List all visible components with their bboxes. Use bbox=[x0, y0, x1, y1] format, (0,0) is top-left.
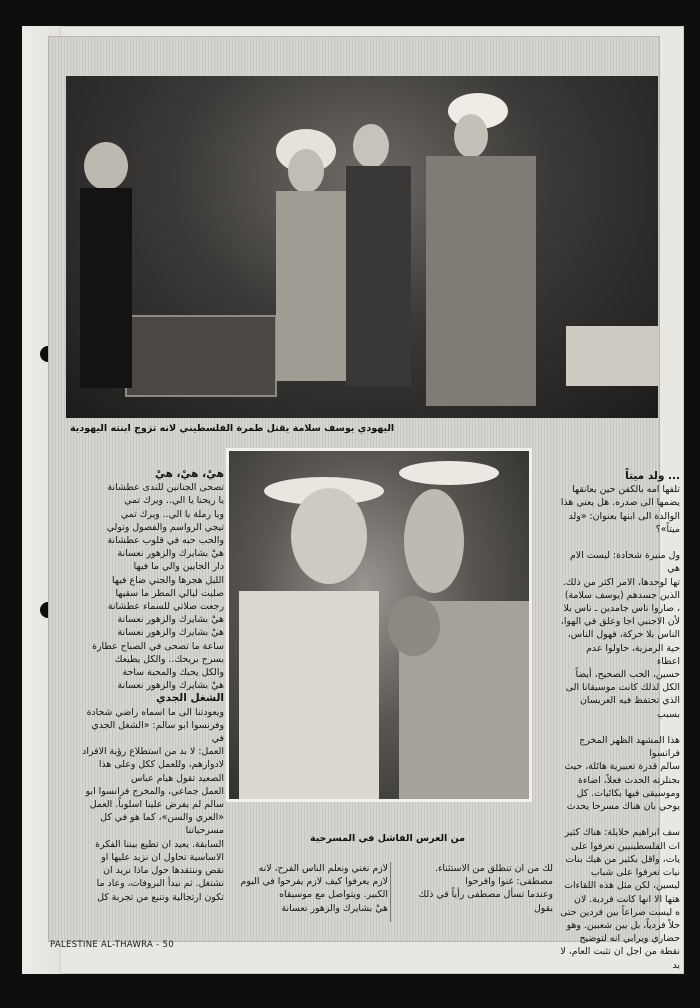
text-line: نشتغل. ثم نبدأ البروفات، وعاد ما bbox=[96, 878, 224, 890]
text-line: تها لوحدها، الامر اكثر من ذلك. bbox=[562, 576, 680, 588]
text-line: ول منيرة شحادة: ليست الام هي bbox=[569, 550, 680, 575]
verse-line: رجعت صلاتي للسماء عطشانة bbox=[107, 601, 224, 613]
verse-line: هيْ بشايرك والزهور نعسانة bbox=[117, 627, 224, 639]
text-line: نيات تعرفوا على شباب bbox=[590, 867, 680, 879]
text-line: الكبير. ويتواصل مع موسيقاه bbox=[279, 889, 388, 901]
text-line: «العري والسن»، كما هو في كل مسرحياتنا bbox=[100, 812, 224, 837]
text-line: الذي تحتفظ فيه العريسان بسبب bbox=[580, 695, 680, 720]
text-line: ويعودتنا الى ما اسماه راضي شحادة bbox=[86, 706, 224, 718]
text-line: ه ليست صراعاً بين فردين حتى bbox=[560, 906, 680, 918]
text-line: الصعيد تقول هيام عباس bbox=[131, 772, 224, 784]
middle-photo-caption: من العرس الفاشل في المسرحية bbox=[310, 833, 466, 844]
text-line: لازم نغني ونعلم الناس الفرح، لانه bbox=[258, 863, 388, 874]
bottom-middle-text bbox=[228, 862, 388, 915]
verse-line: والكل يحبك والمحبة ساحة bbox=[122, 667, 224, 679]
text-line: تكون ارتجالية وتنبع من تجربة كل bbox=[97, 891, 224, 903]
text-line: تلفها امه بالكفن حين يعانقها bbox=[572, 484, 680, 496]
text-line: الذين جسدهم (يوسف سلامة) bbox=[564, 589, 680, 601]
text-line bbox=[560, 721, 680, 734]
text-line bbox=[560, 813, 680, 826]
text-line: وموسيقى فيها بكائيات. كل bbox=[576, 787, 680, 799]
verse-line: هيْ بشايرك والزهور نعسانة bbox=[117, 680, 224, 692]
text-line: الاساسية تحاول ان نزيد عليها او bbox=[101, 851, 224, 863]
text-line: حلاً فردياً، بل بين شعبين. وهو bbox=[566, 919, 680, 931]
stage-figures bbox=[66, 76, 658, 418]
verse-line: هيْ بشايرك والزهور نعسانة bbox=[117, 614, 224, 626]
text-line: ، صاروا ناس جامدين ـ ناس بلا bbox=[563, 603, 680, 615]
text-line: مصطفى: غنوا وافرحوا bbox=[465, 876, 553, 888]
verse-line: هيْ بشايرك والزهور نعسانة bbox=[117, 548, 224, 560]
bottom-right-text bbox=[393, 862, 553, 915]
text-line: الوالدة الى ابنها بعنوان: «ولد bbox=[568, 510, 680, 522]
wedding-figures bbox=[229, 451, 529, 799]
text-line: سالم قدرة تعبيرية هائلة، حيث bbox=[564, 761, 680, 773]
wedding-scene-photo bbox=[226, 448, 532, 802]
text-line: لادوارهم، وللعمل ككل وعلى هذا bbox=[98, 759, 224, 771]
text-line: لأن الاجنبي اجا وعلق في الهوا، bbox=[560, 616, 680, 628]
text-line: ميتاً»؟ bbox=[655, 523, 680, 535]
text-line: سالم لم يفرض علينا اسلوباً. العمل bbox=[89, 799, 224, 811]
left-text-column bbox=[78, 468, 224, 904]
verse-line: ويا رملة يا الي.. ويرك تمي bbox=[120, 508, 224, 520]
text-line: نقص وننتقدها حول ماذا نريد ان bbox=[103, 865, 224, 877]
verse-line: تصحى الجنانين للندى عطشانة bbox=[107, 482, 224, 494]
text-line: العمل جماعي، والمخرج فرانسوا ابو bbox=[85, 785, 224, 797]
text-line: وفرنسوا ابو سالم: «الشغل الجدي في bbox=[91, 719, 224, 745]
verse-line: صليت ليالي المطر ما سقيها bbox=[115, 587, 224, 599]
text-line: يات، واقل بكثير من هيك بنات bbox=[565, 853, 680, 865]
text-line: سف ابراهيم خلايلة: هناك كثير bbox=[564, 827, 680, 839]
text-line: ليسين، لكن مثل هذه اللقاءات bbox=[564, 880, 680, 892]
text-line: العمل: لا بد من استطلاع رؤية الافراد bbox=[82, 746, 224, 758]
text-line: حية الرمزية، حاولوا عدم اعطاء bbox=[586, 642, 680, 667]
text-line: هذا المشهد الظهر المخرج فرانسوا bbox=[579, 735, 680, 760]
verse-line: بسرح بريحك.. والكل يطيعك bbox=[114, 653, 224, 665]
song-heading: هيْ، هيْ، هيْ bbox=[155, 468, 224, 480]
text-line: السابقة. يعيد ان تطيع بيننا الفكرة bbox=[95, 838, 224, 850]
column-divider bbox=[390, 862, 391, 922]
verse-line: تيجي الرواسم والفصول وتولي bbox=[106, 521, 224, 533]
text-line: يوحي بان هناك مسرحا يحدث bbox=[566, 801, 680, 813]
verse-line: والحب حبه في قلوب عطشانة bbox=[107, 535, 224, 547]
text-line bbox=[560, 536, 680, 549]
text-line: الكل لذلك كانت موسيقانا الى bbox=[565, 682, 680, 694]
verse-line: الليل هجرها والجني ضاع فيها bbox=[112, 574, 224, 586]
verse-line: ساعة ما تصحى في الصباح عطارة bbox=[92, 640, 224, 652]
text-line: ات الفلسطينيين تعرفوا على bbox=[571, 840, 680, 852]
right-column-heading: ... ولد ميتاً bbox=[625, 470, 680, 482]
text-line: الناس بلا حركة، فهول الناس، bbox=[567, 629, 680, 641]
text-line: يقول bbox=[533, 902, 553, 914]
text-line: حضاري ويرابي انه لتوضيح bbox=[579, 933, 680, 945]
right-text-column bbox=[560, 470, 680, 972]
text-line: يضمها الى صدره. هل يعني هذا bbox=[560, 497, 680, 509]
text-line: هتها الا انها كانت فردية. لان bbox=[573, 893, 680, 905]
section-heading: الشغل الجدي bbox=[156, 692, 224, 705]
text-line: لك من ان تنطلق من الاستثناء. bbox=[434, 863, 553, 874]
text-line: حسين، الحب الصحيح، أيضاً bbox=[575, 669, 680, 681]
text-line: وعندما تسأل مصطفى رأياً في ذلك bbox=[418, 889, 553, 901]
top-photo-caption: اليهودي يوسف سلامة يقتل طمرة الفلسطيني لانه تزوج ابنته اليهودية bbox=[70, 423, 395, 434]
text-line: هيْ بشايرك والزهور نعسانة bbox=[281, 902, 388, 914]
stage-scene-photo bbox=[66, 76, 658, 418]
text-line: بجنلرته الحدث فعلاً، اضاءة bbox=[578, 774, 680, 786]
verse-line: يا ريحنا يا الي.. ويرك تمي bbox=[124, 495, 224, 507]
text-line: نقطة من اجل ان تثبت العام، لا بد bbox=[560, 946, 680, 971]
text-line: لازم يعرفوا كيف لازم يفرحوا في اليوم bbox=[240, 876, 388, 888]
page-footer: PALESTINE AL-THAWRA - 50 bbox=[50, 940, 174, 950]
verse-line: دار الجايين والي ما فيها bbox=[133, 561, 224, 573]
